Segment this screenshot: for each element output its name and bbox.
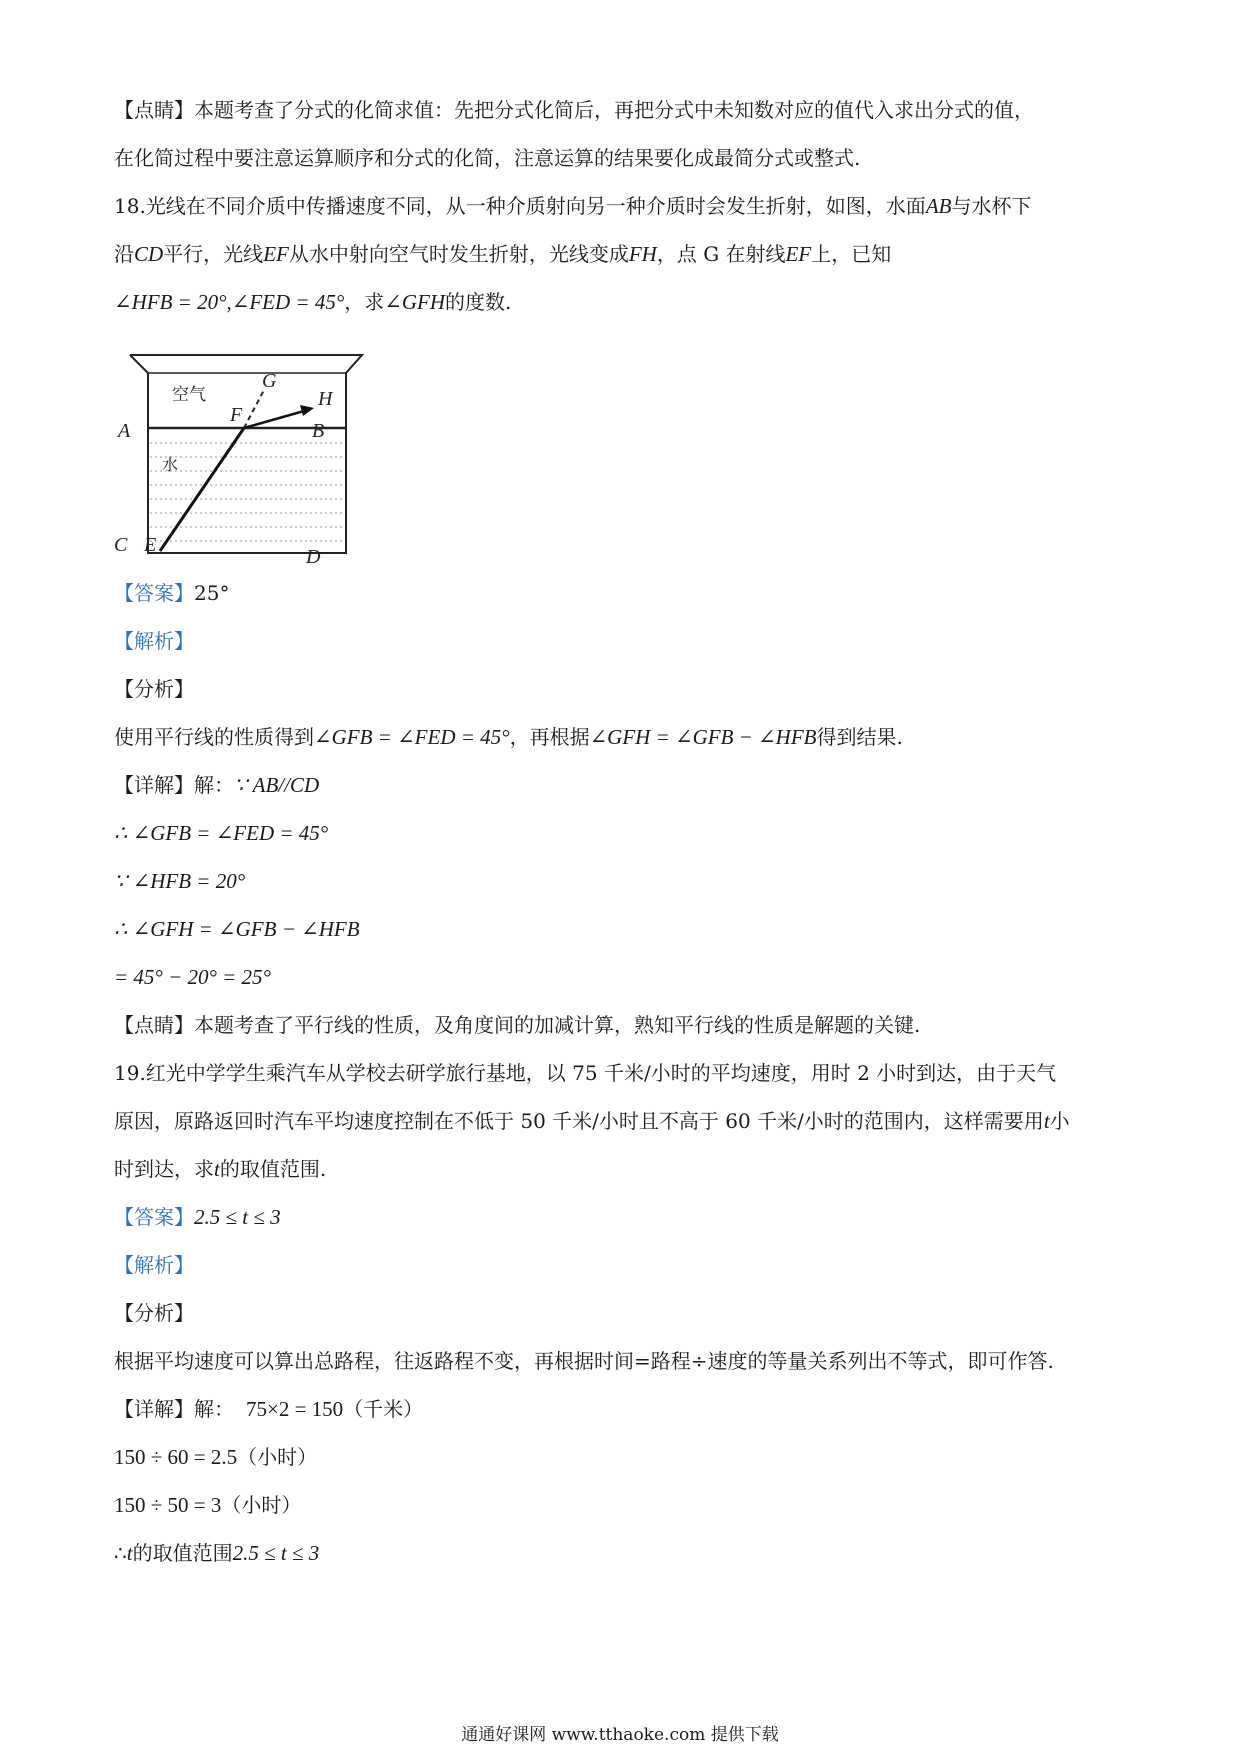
dianjing-line-2: 在化简过程中要注意运算顺序和分式的化简，注意运算的结果要化成最简分式或整式. <box>114 146 861 170</box>
ray-ef <box>160 428 244 551</box>
arrowhead-h <box>300 405 314 416</box>
math: ∵ AB//CD <box>234 773 320 797</box>
q18-text: ，点 G 在射线 <box>656 242 786 266</box>
math-t: t <box>126 1541 133 1565</box>
footer: 通通好课网 www.tthaoke.com 提供下载 <box>461 1725 779 1745</box>
dianjing-line-1: 【点睛】本题考查了分式的化简求值：先把分式化简后，再把分式中未知数对应的值代入求出分式的值， <box>114 98 1034 122</box>
cup-outline <box>130 355 362 553</box>
xiangjie-label: 【详解】解： <box>114 773 234 797</box>
q18-math-ab: AB <box>925 194 952 218</box>
text: 得到结果. <box>816 725 903 749</box>
q18-step-3: ∵ ∠HFB = 20° <box>114 869 246 893</box>
label-a: A <box>118 420 131 442</box>
q18-line-3 <box>114 287 1134 317</box>
q18-text: 的度数. <box>445 290 512 314</box>
q19-line-2 <box>114 1106 1134 1136</box>
text: 使用平行线的性质得到 <box>114 725 314 749</box>
text: 小 <box>1049 1109 1070 1133</box>
q19-jiexi: 【解析】 <box>114 1253 194 1277</box>
q18-fenxi: 【分析】 <box>114 677 194 701</box>
label-c: C <box>114 534 128 556</box>
q18-step-4: ∴ ∠GFH = ∠GFB − ∠HFB <box>114 917 360 941</box>
q18-given: ∠HFB = 20°,∠FED = 45° <box>114 290 345 314</box>
q18-text: 与水杯下 <box>951 194 1032 218</box>
q19-line-3 <box>114 1154 1134 1184</box>
refraction-figure <box>114 345 374 570</box>
label-water: 水 <box>162 455 179 474</box>
q19-line-1: 19.红光中学学生乘汽车从学校去研学旅行基地，以 75 千米/小时的平均速度，用时 2 小时到达，由于天气 <box>114 1061 1057 1085</box>
answer-label: 【答案】 <box>114 1205 194 1229</box>
answer-value: 25° <box>194 581 230 605</box>
q18-text: ，求 <box>344 290 385 314</box>
q18-text: 上，已知 <box>811 242 892 266</box>
q18-math-cd: CD <box>134 242 164 266</box>
label-b: B <box>312 420 325 442</box>
q18-xiangjie <box>114 770 1134 800</box>
text: 时到达，求 <box>114 1157 214 1181</box>
math: 150 ÷ 50 = 3 <box>114 1493 222 1517</box>
label-air: 空气 <box>172 385 206 405</box>
q18-line-2 <box>114 239 1134 269</box>
unit: （千米） <box>343 1397 424 1421</box>
answer-label: 【答案】 <box>114 581 194 605</box>
q19-step-4 <box>114 1538 1134 1568</box>
q18-step-5: = 45° − 20° = 25° <box>114 965 271 989</box>
q18-line-1 <box>114 191 1134 221</box>
label-d: D <box>306 546 321 568</box>
text: 的取值范围. <box>219 1157 327 1181</box>
q18-answer <box>114 578 1134 608</box>
q19-step-2 <box>114 1442 1134 1472</box>
text: 原因，原路返回时汽车平均速度控制在不低于 50 千米/小时且不高于 60 千米/小时的范围内，这样需要用 <box>114 1109 1044 1133</box>
therefore: ∴ <box>114 1541 127 1565</box>
q19-answer <box>114 1202 1134 1232</box>
math-t: t <box>1043 1109 1050 1133</box>
ray-fh <box>244 411 304 428</box>
q19-step-3 <box>114 1490 1134 1520</box>
q18-step-2: ∴ ∠GFB = ∠FED = 45° <box>114 821 329 845</box>
unit: （小时） <box>221 1493 302 1517</box>
math-t: t <box>214 1157 220 1181</box>
q18-text: 从水中射向空气时发生折射，光线变成 <box>288 242 629 266</box>
math: ∠GFB = ∠FED = 45° <box>314 725 510 749</box>
q18-dianjing: 【点睛】本题考查了平行线的性质，及角度间的加减计算，熟知平行线的性质是解题的关键. <box>114 1013 921 1037</box>
q18-math-ef: EF <box>785 242 812 266</box>
q18-jiexi: 【解析】 <box>114 629 194 653</box>
q18-math-gfh: ∠GFH <box>384 290 445 314</box>
unit: （小时） <box>237 1445 318 1469</box>
q19-xiangjie <box>114 1394 1134 1424</box>
q19-fenxi: 【分析】 <box>114 1301 194 1325</box>
q18-text: 平行，光线 <box>163 242 264 266</box>
q18-text: 沿 <box>114 242 134 266</box>
text: 的取值范围 <box>132 1541 233 1565</box>
water-hatching <box>150 443 344 541</box>
label-e: E <box>144 534 157 556</box>
math: ∠GFH = ∠GFB − ∠HFB <box>589 725 817 749</box>
text: ，再根据 <box>509 725 590 749</box>
math: 75×2 = 150 <box>246 1397 344 1421</box>
q18-text: 18.光线在不同介质中传播速度不同，从一种介质射向另一种介质时会发生折射，如图，水面 <box>114 194 926 218</box>
label-f: F <box>230 404 243 426</box>
math: 150 ÷ 60 = 2.5 <box>114 1445 238 1469</box>
q18-math-fh: FH <box>628 242 657 266</box>
q19-fenxi-text: 根据平均速度可以算出总路程，往返路程不变，再根据时间=路程÷速度的等量关系列出不等式，即可作答. <box>114 1349 1054 1373</box>
q18-fenxi-text <box>114 722 1134 752</box>
label-h: H <box>318 388 333 410</box>
answer-value: 2.5 ≤ t ≤ 3 <box>194 1205 281 1229</box>
q18-math-ef: EF <box>263 242 289 266</box>
label-g: G <box>262 370 277 392</box>
math: 2.5 ≤ t ≤ 3 <box>232 1541 320 1565</box>
xiangjie-label: 【详解】解： <box>114 1397 234 1421</box>
